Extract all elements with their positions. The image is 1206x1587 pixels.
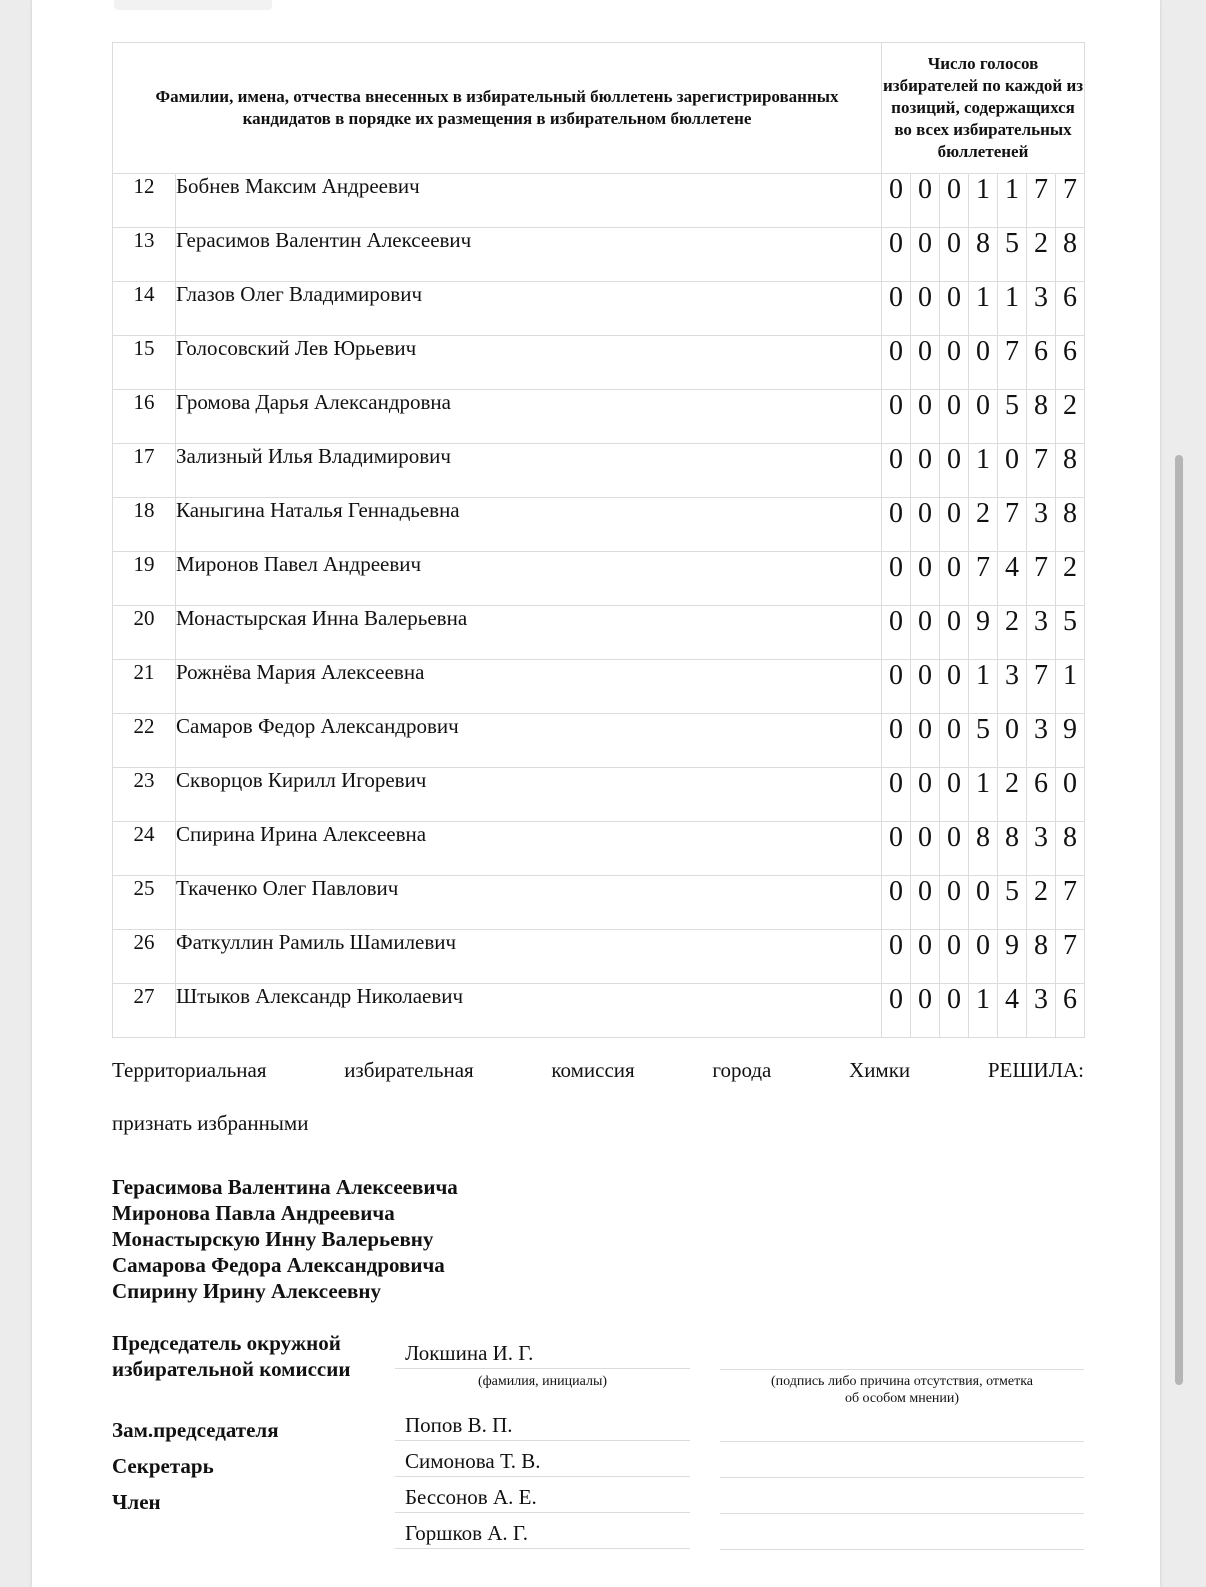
vote-digit: 0 [911,984,940,1038]
vote-digit: 7 [1027,552,1056,606]
vote-digit: 0 [998,714,1027,768]
vote-digit: 0 [882,390,911,444]
table-row [113,282,1085,336]
table-header-row [113,43,1085,174]
vote-digit: 8 [969,822,998,876]
table-row [113,228,1085,282]
top-tab-remnant [114,0,272,10]
vote-digit: 8 [1027,390,1056,444]
vote-digit: 0 [911,930,940,984]
vote-digit: 8 [969,228,998,282]
vote-digit: 7 [1056,876,1085,930]
row-number: 16 [113,390,176,444]
vote-digit: 0 [882,174,911,228]
vote-digit: 3 [1027,282,1056,336]
vote-digit: 0 [969,336,998,390]
decision-line [112,1058,1084,1083]
vote-digit: 9 [998,930,1027,984]
vote-digit: 5 [969,714,998,768]
vote-digit: 1 [1056,660,1085,714]
row-number: 23 [113,768,176,822]
vote-digit: 3 [1027,822,1056,876]
candidate-name: Самаров Федор Александрович [176,714,882,768]
vote-digit: 0 [911,714,940,768]
row-number: 13 [113,228,176,282]
vote-digit: 0 [911,606,940,660]
table-row [113,174,1085,228]
vote-digit: 5 [998,876,1027,930]
member-signature-line [720,1513,1084,1514]
row-number: 24 [113,822,176,876]
header-names: Фамилии, имена, отчества внесенных в избирательный бюллетень зарегистрированных кандидатов в порядке их размещения в избирательном бюллетене [113,43,882,174]
decision-word: Территориальная [112,1058,267,1082]
vote-digit: 8 [998,822,1027,876]
vote-digit: 2 [1056,390,1085,444]
vote-digit: 0 [882,768,911,822]
vote-digit: 0 [911,282,940,336]
vote-digit: 5 [998,228,1027,282]
vote-digit: 0 [940,714,969,768]
vote-digit: 9 [969,606,998,660]
elected-list [112,1174,458,1304]
chair-title-line: избирательной комиссии [112,1357,351,1381]
row-number: 15 [113,336,176,390]
vote-digit: 6 [1027,336,1056,390]
candidate-name: Ткаченко Олег Павлович [176,876,882,930]
vote-digit: 0 [940,984,969,1038]
vote-digit: 1 [998,174,1027,228]
table-row [113,822,1085,876]
header-votes: Число голосов избирателей по каждой из позиций, содержащихся во всех избирательных бюллетеней [882,43,1085,174]
decision-word: РЕШИЛА: [987,1058,1084,1082]
deputy-signature-line [720,1441,1084,1442]
candidate-name: Спирина Ирина Алексеевна [176,822,882,876]
chair-name: Локшина И. Г. [395,1341,690,1369]
vote-digit: 0 [882,606,911,660]
row-number: 17 [113,444,176,498]
table-row [113,984,1085,1038]
vote-digit: 0 [911,444,940,498]
vote-digit: 0 [940,282,969,336]
vote-digit: 2 [1027,228,1056,282]
candidate-name: Герасимов Валентин Алексеевич [176,228,882,282]
vote-digit: 1 [969,444,998,498]
vote-digit: 6 [1056,336,1085,390]
candidate-name: Каныгина Наталья Геннадьевна [176,498,882,552]
vote-digit: 7 [1056,174,1085,228]
vote-digit: 8 [1027,930,1056,984]
chair-title-line: Председатель окружной [112,1331,341,1355]
member-signature-line [720,1549,1084,1550]
vote-digit: 7 [998,336,1027,390]
vote-digit: 0 [911,552,940,606]
row-number: 22 [113,714,176,768]
table-row [113,768,1085,822]
vote-digit: 0 [882,282,911,336]
vote-digit: 0 [969,876,998,930]
vote-digit: 3 [998,660,1027,714]
candidate-name: Бобнев Максим Андреевич [176,174,882,228]
candidate-name: Зализный Илья Владимирович [176,444,882,498]
vote-digit: 0 [882,822,911,876]
vote-digit: 0 [940,498,969,552]
caption-name: (фамилия, инициалы) [477,1374,608,1389]
vote-digit: 0 [940,444,969,498]
vote-digit: 0 [911,660,940,714]
row-number: 19 [113,552,176,606]
row-number: 20 [113,606,176,660]
vote-digit: 4 [998,984,1027,1038]
vote-digit: 0 [911,336,940,390]
vote-digit: 0 [882,228,911,282]
vote-digit: 2 [1027,876,1056,930]
elected-name: Монастырскую Инну Валерьевну [112,1227,434,1251]
vote-digit: 2 [1056,552,1085,606]
vertical-scrollbar[interactable] [1175,455,1183,1385]
vote-digit: 0 [882,984,911,1038]
row-number: 25 [113,876,176,930]
vote-digit: 0 [882,876,911,930]
chair-signature-line [720,1369,1084,1370]
vote-digit: 0 [882,660,911,714]
vote-digit: 1 [998,282,1027,336]
vote-digit: 0 [940,552,969,606]
vote-digit: 0 [882,930,911,984]
vote-digit: 0 [911,390,940,444]
vote-digit: 2 [998,768,1027,822]
decision-word: Химки [849,1058,911,1082]
elected-name: Спирину Ирину Алексеевну [112,1279,381,1303]
table-row [113,444,1085,498]
vote-digit: 0 [940,768,969,822]
vote-digit: 0 [911,822,940,876]
vote-digit: 3 [1027,984,1056,1038]
candidate-name: Голосовский Лев Юрьевич [176,336,882,390]
candidate-name: Фаткуллин Рамиль Шамилевич [176,930,882,984]
vote-digit: 7 [1027,444,1056,498]
vote-digit: 8 [1056,822,1085,876]
table-row [113,714,1085,768]
elected-name: Самарова Федора Александровича [112,1253,445,1277]
candidate-name: Рожнёва Мария Алексеевна [176,660,882,714]
chair-title [112,1330,350,1382]
vote-digit: 7 [1056,930,1085,984]
vote-digit: 5 [998,390,1027,444]
vote-digit: 8 [1056,498,1085,552]
candidate-name: Штыков Александр Николаевич [176,984,882,1038]
decision-word: города [712,1058,772,1082]
vote-digit: 6 [1056,984,1085,1038]
table-row [113,930,1085,984]
vote-digit: 0 [911,498,940,552]
candidate-name: Глазов Олег Владимирович [176,282,882,336]
vote-digit: 0 [940,660,969,714]
vote-digit: 0 [940,606,969,660]
table-body [113,174,1085,1038]
vote-digit: 0 [998,444,1027,498]
vote-digit: 0 [940,822,969,876]
vote-digit: 1 [969,768,998,822]
table-row [113,606,1085,660]
vote-digit: 0 [882,498,911,552]
row-number: 12 [113,174,176,228]
secretary-role: Секретарь [112,1454,214,1478]
vote-digit: 0 [969,930,998,984]
table-row [113,552,1085,606]
vote-digit: 7 [969,552,998,606]
deputy-name: Попов В. П. [395,1413,690,1441]
vote-digit: 0 [940,174,969,228]
elected-name: Герасимова Валентина Алексеевича [112,1175,458,1199]
vote-digit: 9 [1056,714,1085,768]
row-number: 27 [113,984,176,1038]
vote-digit: 8 [1056,228,1085,282]
row-number: 21 [113,660,176,714]
member-name: Бессонов А. Е. [395,1485,690,1513]
vote-digit: 1 [969,660,998,714]
candidate-name: Миронов Павел Андреевич [176,552,882,606]
caption-signature-line: об особом мнении) [844,1391,960,1406]
vote-digit: 3 [1027,606,1056,660]
member-name: Горшков А. Г. [395,1521,690,1549]
table-row [113,660,1085,714]
row-number: 26 [113,930,176,984]
deputy-role: Зам.председателя [112,1418,279,1442]
table-row [113,390,1085,444]
vote-digit: 0 [882,336,911,390]
table-row [113,336,1085,390]
secretary-signature-line [720,1477,1084,1478]
vote-digit: 0 [882,714,911,768]
vote-digit: 2 [969,498,998,552]
row-number: 14 [113,282,176,336]
vote-digit: 0 [969,390,998,444]
vote-digit: 8 [1056,444,1085,498]
vote-digit: 6 [1027,768,1056,822]
vote-digit: 0 [940,930,969,984]
vote-digit: 0 [882,552,911,606]
vote-digit: 0 [911,174,940,228]
vote-digit: 7 [1027,660,1056,714]
row-number: 18 [113,498,176,552]
table-row [113,876,1085,930]
vote-digit: 0 [1056,768,1085,822]
caption-signature [720,1373,1084,1407]
vote-digit: 0 [940,390,969,444]
vote-digit: 5 [1056,606,1085,660]
vote-digit: 1 [969,282,998,336]
vote-digit: 3 [1027,714,1056,768]
vote-digit: 0 [911,876,940,930]
vote-digit: 0 [940,228,969,282]
vote-digit: 4 [998,552,1027,606]
vote-digit: 0 [940,876,969,930]
caption-signature-line: (подпись либо причина отсутствия, отметка [770,1374,1033,1389]
candidate-name: Громова Дарья Александровна [176,390,882,444]
results-table [112,42,1085,1038]
elected-name: Миронова Павла Андреевича [112,1201,395,1225]
decision-word: комиссия [551,1058,635,1082]
vote-digit: 3 [1027,498,1056,552]
member-role: Член [112,1490,161,1514]
candidate-name: Монастырская Инна Валерьевна [176,606,882,660]
vote-digit: 1 [969,174,998,228]
candidate-name: Скворцов Кирилл Игоревич [176,768,882,822]
vote-digit: 7 [1027,174,1056,228]
vote-digit: 0 [882,444,911,498]
vote-digit: 0 [911,768,940,822]
vote-digit: 6 [1056,282,1085,336]
vote-digit: 2 [998,606,1027,660]
table-row [113,498,1085,552]
vote-digit: 0 [940,336,969,390]
decision-word: избирательная [344,1058,474,1082]
vote-digit: 1 [969,984,998,1038]
vote-digit: 0 [911,228,940,282]
recognize-text: признать избранными [112,1111,309,1135]
secretary-name: Симонова Т. В. [395,1449,690,1477]
vote-digit: 7 [998,498,1027,552]
